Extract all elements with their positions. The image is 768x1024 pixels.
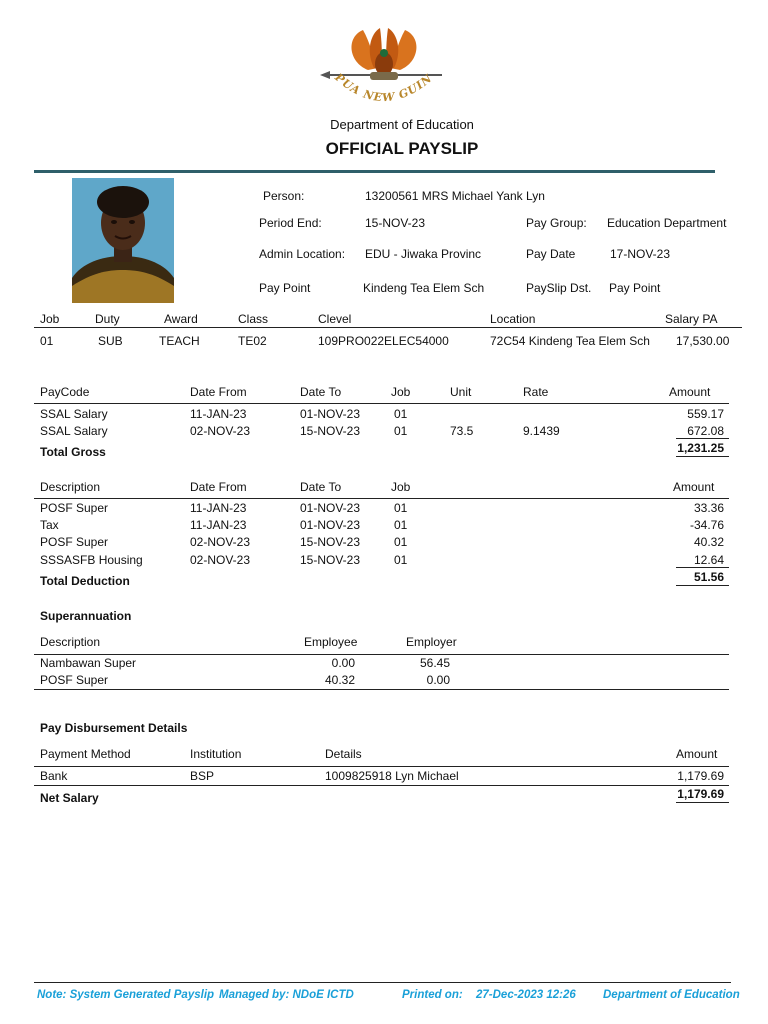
super-header-rule <box>34 654 729 655</box>
super-cell-employer: 56.45 <box>419 656 450 670</box>
disbursement-title: Pay Disbursement Details <box>40 721 188 735</box>
ded-cell-date-from: 11-JAN-23 <box>190 501 247 515</box>
superannuation-title: Superannuation <box>40 609 132 623</box>
ded-cell-amount: 33.36 <box>693 501 724 515</box>
ded-cell-job: 01 <box>394 535 408 549</box>
pay-group-label: Pay Group: <box>526 216 587 230</box>
ded-cell-job: 01 <box>394 501 408 515</box>
super-header-employer: Employer <box>406 635 457 649</box>
pay-group-value: Education Department <box>607 216 727 230</box>
emblem-motto: PUA NEW GUIN <box>332 70 435 105</box>
earn-cell-unit: 73.5 <box>450 424 474 438</box>
ded-cell-description: POSF Super <box>40 501 109 515</box>
earn-header-rate: Rate <box>523 385 549 399</box>
disb-header-details: Details <box>325 747 362 761</box>
super-cell-description: POSF Super <box>40 673 109 687</box>
ded-header-amount: Amount <box>673 480 715 494</box>
ded-cell-description: SSSASFB Housing <box>40 553 143 567</box>
earn-cell-amount: 559.17 <box>687 407 724 421</box>
admin-location-value: EDU - Jiwaka Provinc <box>365 247 482 261</box>
footer-note: Note: System Generated Payslip <box>37 989 215 1001</box>
ded-cell-amount: -34.76 <box>689 518 724 532</box>
ded-cell-date-to: 01-NOV-23 <box>300 518 361 532</box>
earn-header-unit: Unit <box>450 385 472 399</box>
earn-cell-paycode: SSAL Salary <box>40 407 108 421</box>
earn-cell-amount: 672.08 <box>687 424 724 438</box>
png-emblem-logo <box>318 22 450 114</box>
job-header-job: Job <box>40 312 60 326</box>
job-header-salary-pa: Salary PA <box>665 312 718 326</box>
job-cell-class: TE02 <box>238 334 267 348</box>
super-cell-employee: 0.00 <box>331 656 355 670</box>
job-header-clevel: Clevel <box>318 312 352 326</box>
super-bottom-rule <box>34 689 729 690</box>
earn-cell-paycode: SSAL Salary <box>40 424 108 438</box>
disb-header-amount: Amount <box>676 747 718 761</box>
job-cell-salary-pa: 17,530.00 <box>676 334 730 348</box>
earn-header-date-from: Date From <box>190 385 247 399</box>
disb-cell-institution: BSP <box>190 769 215 783</box>
ded-header-date-to: Date To <box>300 480 342 494</box>
job-header-duty: Duty <box>95 312 120 326</box>
net-salary-value: 1,179.69 <box>677 787 724 801</box>
pay-date-label: Pay Date <box>526 247 576 261</box>
ded-header-job: Job <box>391 480 411 494</box>
employee-photo <box>72 178 174 303</box>
ded-cell-date-to: 15-NOV-23 <box>300 553 361 567</box>
total-gross-label: Total Gross <box>40 445 106 459</box>
super-cell-description: Nambawan Super <box>40 656 137 670</box>
total-gross-top-rule <box>676 438 729 439</box>
ded-cell-description: Tax <box>40 518 59 532</box>
ded-cell-date-to: 15-NOV-23 <box>300 535 361 549</box>
earn-header-job: Job <box>391 385 411 399</box>
ded-cell-amount: 12.64 <box>693 553 724 567</box>
payslip-dst-label: PaySlip Dst. <box>526 281 592 295</box>
earn-header-rule <box>34 403 729 404</box>
ded-cell-amount: 40.32 <box>693 535 724 549</box>
total-deduction-value: 51.56 <box>693 570 724 584</box>
earn-cell-rate: 9.1439 <box>523 424 560 438</box>
footer-managed-by: Managed by: NDoE ICTD <box>219 989 354 1001</box>
ded-cell-date-from: 02-NOV-23 <box>190 535 251 549</box>
period-end-label: Period End: <box>259 216 322 230</box>
ded-cell-job: 01 <box>394 518 408 532</box>
job-header-class: Class <box>238 312 269 326</box>
ded-cell-description: POSF Super <box>40 535 109 549</box>
pay-date-value: 17-NOV-23 <box>610 247 671 261</box>
disb-cell-details: 1009825918 Lyn Michael <box>325 769 459 783</box>
job-header-rule <box>34 327 742 328</box>
disb-header-institution: Institution <box>190 747 242 761</box>
ded-cell-date-to: 01-NOV-23 <box>300 501 361 515</box>
earn-header-amount: Amount <box>669 385 711 399</box>
ded-cell-date-from: 11-JAN-23 <box>190 518 247 532</box>
earn-cell-date-from: 11-JAN-23 <box>190 407 247 421</box>
earn-cell-job: 01 <box>394 424 408 438</box>
footer-department: Department of Education <box>603 989 740 1001</box>
super-cell-employee: 40.32 <box>324 673 355 687</box>
ded-header-rule <box>34 498 729 499</box>
super-header-description: Description <box>40 635 101 649</box>
ded-cell-date-from: 02-NOV-23 <box>190 553 251 567</box>
department-name: Department of Education <box>330 117 474 132</box>
disb-row-rule <box>34 785 729 786</box>
period-end-value: 15-NOV-23 <box>365 216 426 230</box>
footer-rule <box>34 982 731 983</box>
person-value: 13200561 MRS Michael Yank Lyn <box>365 189 545 203</box>
earn-cell-job: 01 <box>394 407 408 421</box>
header-divider <box>34 170 715 173</box>
total-gross-bottom-rule <box>676 456 729 457</box>
job-cell-duty: SUB <box>98 334 123 348</box>
net-salary-bottom-rule <box>676 802 729 803</box>
total-deduction-bottom-rule <box>676 585 729 586</box>
footer-printed-value: 27-Dec-2023 12:26 <box>476 989 576 1001</box>
job-cell-award: TEACH <box>159 334 200 348</box>
admin-location-label: Admin Location: <box>259 247 346 261</box>
pay-point-value: Kindeng Tea Elem Sch <box>363 281 485 295</box>
earn-cell-date-to: 01-NOV-23 <box>300 407 361 421</box>
disb-header-payment-method: Payment Method <box>40 747 131 761</box>
ded-header-date-from: Date From <box>190 480 247 494</box>
disb-header-rule <box>34 766 729 767</box>
earn-cell-date-to: 15-NOV-23 <box>300 424 361 438</box>
ded-cell-job: 01 <box>394 553 408 567</box>
earn-header-paycode: PayCode <box>40 385 90 399</box>
disb-cell-amount: 1,179.69 <box>677 769 724 783</box>
super-cell-employer: 0.00 <box>426 673 450 687</box>
page-title: OFFICIAL PAYSLIP <box>325 139 479 158</box>
footer-printed-label: Printed on: <box>402 989 463 1001</box>
total-deduction-top-rule <box>676 567 729 568</box>
pay-point-label: Pay Point <box>259 281 311 295</box>
ded-header-description: Description <box>40 480 101 494</box>
total-gross-value: 1,231.25 <box>677 441 724 455</box>
job-cell-clevel: 109PRO022ELEC54000 <box>318 334 449 348</box>
super-header-employee: Employee <box>304 635 358 649</box>
job-header-location: Location <box>490 312 536 326</box>
job-cell-location: 72C54 Kindeng Tea Elem Sch <box>490 334 650 348</box>
net-salary-label: Net Salary <box>40 791 99 805</box>
total-deduction-label: Total Deduction <box>40 574 130 588</box>
earn-cell-date-from: 02-NOV-23 <box>190 424 251 438</box>
job-cell-job: 01 <box>40 334 54 348</box>
disb-cell-payment-method: Bank <box>40 769 68 783</box>
job-header-award: Award <box>164 312 198 326</box>
payslip-dst-value: Pay Point <box>609 281 661 295</box>
earn-header-date-to: Date To <box>300 385 342 399</box>
person-label: Person: <box>263 189 305 203</box>
